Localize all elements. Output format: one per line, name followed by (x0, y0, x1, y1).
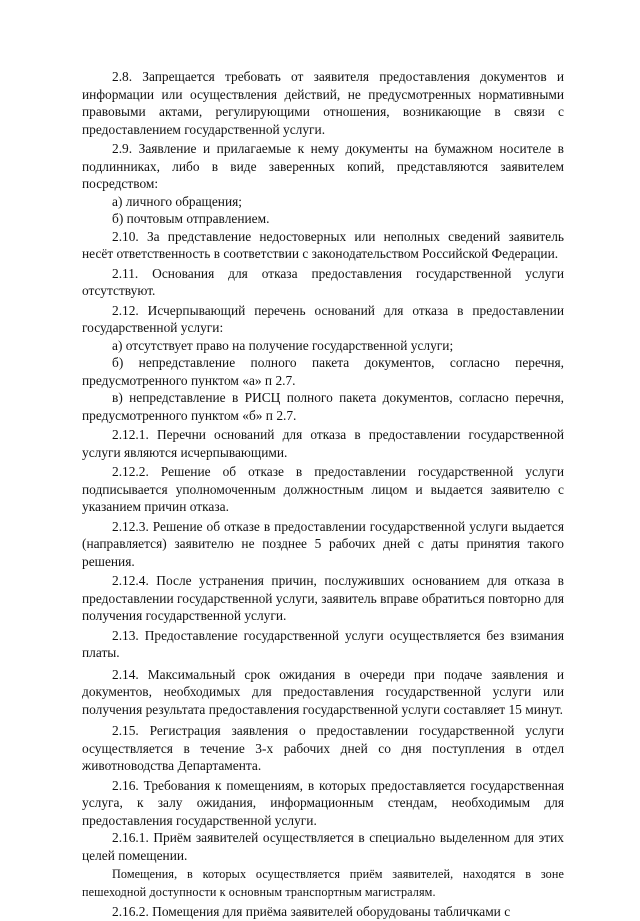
paragraph-2-14: 2.14. Максимальный срок ожидания в очереди при подаче заявления и документов, необходимых для предоставления государственной услуги или получения результата предоставления государственной услуги составляет 15 минут. (82, 666, 564, 717)
paragraph-2-13: 2.13. Предоставление государственной услуги осуществляется без взимания платы. (82, 627, 564, 660)
list-item-b-no-package: б) непредставление полного пакета документов, согласно перечня, предусмотренного пунктом «а» п 2.7. (82, 355, 564, 388)
paragraph-2-8: 2.8. Запрещается требовать от заявителя предоставления документов и информации или осуществления действий, не предусмотренных нормативными правовыми актами, регулирующими отношения, возникающие в связи с предоставлением государственной услуги. (82, 69, 564, 137)
paragraph-2-9: 2.9. Заявление и прилагаемые к нему документы на бумажном носителе в подлинниках, либо в виде заверенных копий, представляются заявителем посредством: (82, 141, 564, 191)
paragraph-2-12-4: 2.12.4. После устранения причин, послуживших основанием для отказа в предоставлении государственной услуги, заявитель вправе обратиться повторно для получения государственной услуги. (82, 573, 564, 623)
paragraph-2-12: 2.12. Исчерпывающий перечень оснований для отказа в предоставлении государственной услуги: (82, 302, 564, 335)
paragraph-2-16: 2.16. Требования к помещениям, в которых предоставляется государственная услуга, к залу ожидания, информационным стендам, необходимым для предоставления государственной услуги. (82, 777, 564, 828)
list-item-c-risc: в) непредставление в РИСЦ полного пакета документов, согласно перечня, предусмотренного пунктом «б» п 2.7. (82, 390, 564, 423)
paragraph-2-11: 2.11. Основания для отказа предоставления государственной услуги отсутствуют. (82, 265, 564, 298)
paragraph-premises-location: Помещения, в которых осуществляется приём заявителей, находятся в зоне пешеходной доступности к основным транспортным магистралям. (82, 867, 564, 899)
paragraph-2-12-3: 2.12.3. Решение об отказе в предоставлении государственной услуги выдается (направляется) заявителю не позднее 5 рабочих дней с даты принятия такого решения. (82, 518, 564, 569)
paragraph-2-15: 2.15. Регистрация заявления о предоставлении государственной услуги осуществляется в течение 3-х рабочих дней со дня поступления в отдел животноводства Департамента. (82, 723, 564, 773)
paragraph-2-12-1: 2.12.1. Перечни оснований для отказа в предоставлении государственной услуги являются исчерпывающими. (82, 427, 564, 460)
paragraph-2-12-2: 2.12.2. Решение об отказе в предоставлении государственной услуги подписывается уполномоченным должностным лицом и выдается заявителю с указанием причин отказа. (82, 464, 564, 514)
list-item-b-postal: б) почтовым отправлением. (112, 211, 270, 226)
paragraph-2-16-1: 2.16.1. Приём заявителей осуществляется в специально выделенном для этих целей помещении. (82, 830, 564, 863)
list-item-a-no-right: а) отсутствует право на получение государственной услуги; (112, 337, 454, 353)
paragraph-2-10: 2.10. За представление недостоверных или неполных сведений заявитель несёт ответственность в соответствии с законодательством Российской Федерации. (82, 228, 564, 261)
paragraph-2-16-2: 2.16.2. Помещения для приёма заявителей оборудованы табличками с (112, 904, 511, 919)
list-item-a-personal: а) личного обращения; (112, 193, 243, 209)
